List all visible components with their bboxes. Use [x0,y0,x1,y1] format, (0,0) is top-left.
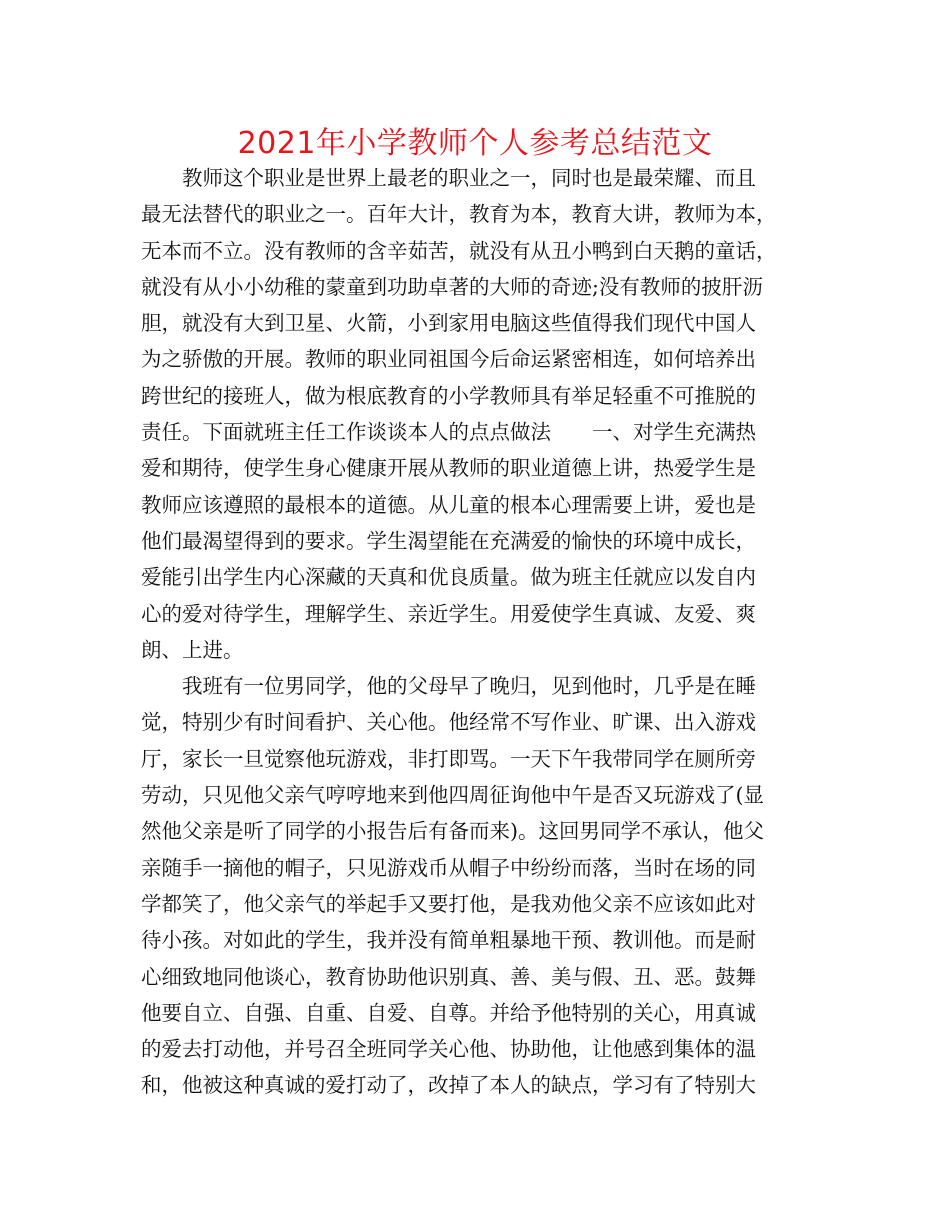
paragraph-line: 爱和期待，使学生身心健康开展从教师的职业道德上讲，热爱学生是 [141,456,756,481]
paragraph-line: 的爱去打动他，并号召全班同学关心他、协助他，让他感到集体的温 [141,1037,756,1062]
paragraph-line: 跨世纪的接班人，做为根底教育的小学教师具有举足轻重不可推脱的 [141,383,756,408]
paragraph-line: 待小孩。对如此的学生，我并没有简单粗暴地干预、教训他。而是耐 [141,928,756,953]
paragraph-line: 无本而不立。没有教师的含辛茹苦，就没有从丑小鸭到白天鹅的童话， [141,238,777,263]
paragraph-line: 亲随手一摘他的帽子，只见游戏币从帽子中纷纷而落，当时在场的同 [141,855,756,880]
document-body [141,160,811,1104]
paragraph-line: 教师这个职业是世界上最老的职业之一，同时也是最荣耀、而且 [182,166,756,190]
paragraph-line: 劳动，只见他父亲气哼哼地来到他四周征询他中午是否又玩游戏了(显 [141,783,764,808]
paragraph-line: 朗、上进。 [141,637,244,662]
paragraph-line: 为之骄傲的开展。教师的职业同祖国今后命运紧密相连，如何培养出 [141,347,756,372]
paragraph-line: 心细致地同他谈心，教育协助他识别真、善、美与假、丑、恶。鼓舞 [141,964,756,989]
paragraph-line: 他们最渴望得到的要求。学生渴望能在充满爱的愉快的环境中成长， [141,528,756,553]
paragraph [141,160,811,668]
paragraph-line: 我班有一位男同学，他的父母早了晚归，见到他时，几乎是在睡 [182,674,756,699]
paragraph-line: 厅，家长一旦觉察他玩游戏，非打即骂。一天下午我带同学在厕所旁 [141,746,756,771]
paragraph-line: 心的爱对待学生，理解学生、亲近学生。用爱使学生真诚、友爱、爽 [141,601,756,626]
paragraph-line: 就没有从小小幼稚的蒙童到功助卓著的大师的奇迹;没有教师的披肝沥 [141,274,763,299]
paragraph-line: 和，他被这种真诚的爱打动了，改掉了本人的缺点，学习有了特别大 [141,1073,756,1098]
paragraph-line: 胆，就没有大到卫星、火箭，小到家用电脑这些值得我们现代中国人 [141,311,756,336]
paragraph [141,668,811,1104]
paragraph-line: 爱能引出学生内心深藏的天真和优良质量。做为班主任就应以发自内 [141,565,756,590]
paragraph-line: 他要自立、自强、自重、自爱、自尊。并给予他特别的关心，用真诚 [141,1000,756,1025]
paragraph-line: 责任。下面就班主任工作谈谈本人的点点做法 一、对学生充满热 [141,420,756,445]
paragraph-line: 觉，特别少有时间看护、关心他。他经常不写作业、旷课、出入游戏 [141,710,756,735]
paragraph-line: 学都笑了，他父亲气的举起手又要打他，是我劝他父亲不应该如此对 [141,891,756,916]
paragraph-line: 教师应该遵照的最根本的道德。从儿童的根本心理需要上讲，爱也是 [141,492,756,517]
paragraph-line: 最无法替代的职业之一。百年大计，教育为本，教育大讲，教师为本， [141,202,777,227]
paragraph-line: 然他父亲是听了同学的小报告后有备而来)。这回男同学不承认，他父 [141,819,764,844]
document-title: 2021年小学教师个人参考总结范文 [237,126,713,161]
